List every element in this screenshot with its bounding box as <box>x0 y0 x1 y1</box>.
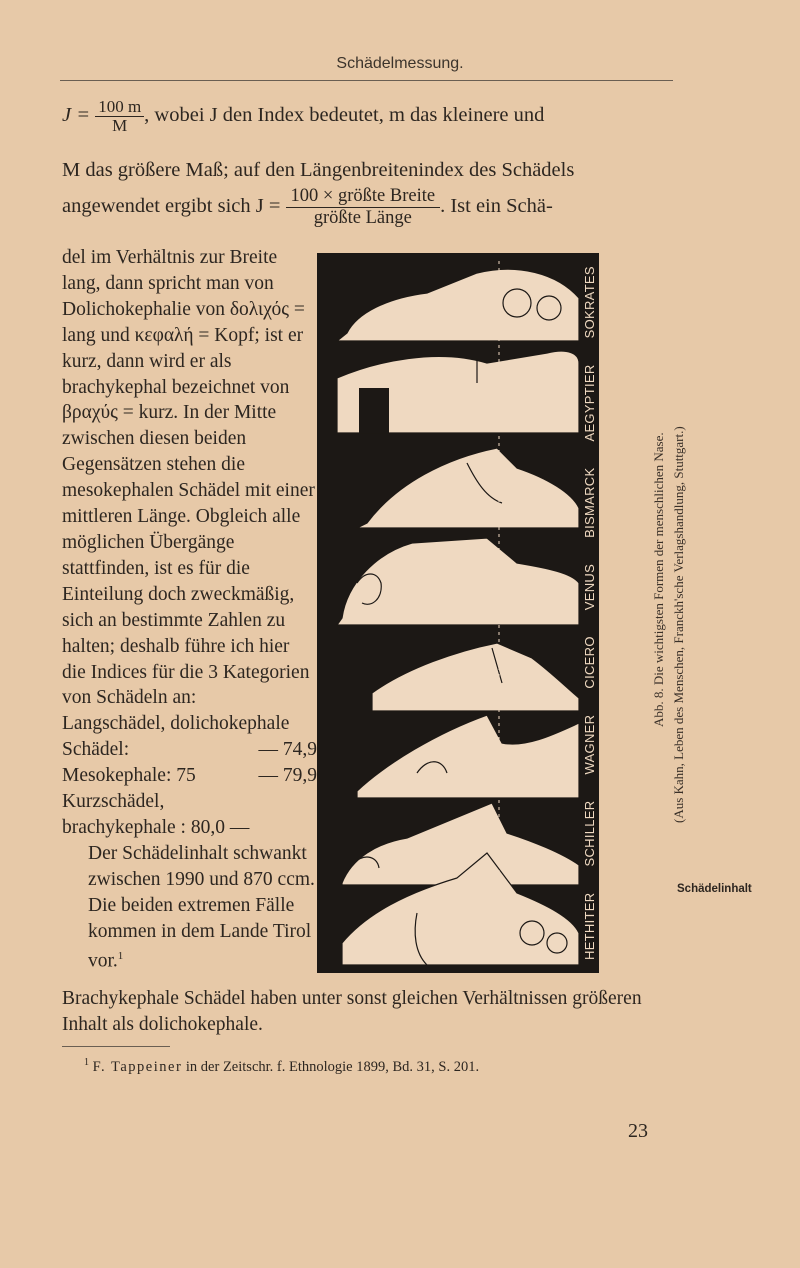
category-mesocephalic: Mesokephale: 75 — 79,9 <box>62 765 317 787</box>
profile-cicero <box>372 643 579 711</box>
footnote-rule <box>62 1046 170 1047</box>
label-cicero: CICERO <box>581 636 597 689</box>
column-paragraph-1: del im Verhältnis zur Breite lang, dann spricht man von Dolichokephalie von δολιχός = lang und κεφαλή = Kopf; ist er kurz, dann wird er als brachykephal bezeichnet von βραχύς = kurz. In der Mitte zwischen diesen beiden Gegensätzen stehen die mesokephalen Schädel mit einer mittleren Länge. Obgleich alle möglichen Übergänge stattfinden, ist es für die Einteilung doch zweckmäßig, sich an bestimmte Zahlen zu halten; deshalb führe ich hier die Indices für die 3 Kategorien von Schädeln an: <box>62 247 315 709</box>
formula1-fraction <box>95 98 144 135</box>
formula-line-2 <box>62 186 553 229</box>
header-rule <box>60 80 673 81</box>
figure-caption-line-2: (Aus Kahn, Leben des Menschen, Franckh'sche Verlagshandlung, Stuttgart.) <box>671 426 686 823</box>
profile-venus <box>337 538 579 625</box>
formula2-denominator: größte Länge <box>286 207 441 229</box>
footnote: $^1$ F. Tappeiner in der Zeitschr. f. Ethnologie 1899, Bd. 31, S. 201. <box>84 1057 480 1075</box>
label-sokrates: SOKRATES <box>581 266 597 339</box>
figure-caption-line-1: Abb. 8. Die wichtigsten Formen der menschlichen Nase. <box>651 432 666 727</box>
profile-wagner <box>357 715 579 798</box>
label-schiller: SCHILLER <box>581 800 597 867</box>
footnote-author: F. Tappeiner <box>92 1058 183 1075</box>
text-column <box>62 245 317 975</box>
formula2-after: . Ist ein Schä- <box>440 195 553 218</box>
nose-profiles-image <box>317 253 599 973</box>
profile-sokrates <box>337 269 579 341</box>
running-header: Schädelmessung. <box>336 55 464 72</box>
formula1-after: , wobei J den Index bedeutet, m das kleinere und <box>144 104 545 127</box>
nose-forms-figure <box>317 253 599 973</box>
label-venus: VENUS <box>581 563 597 611</box>
profile-schiller <box>342 803 579 885</box>
formula1-denominator: M <box>95 116 144 135</box>
formula1-numerator: 100 m <box>98 97 142 116</box>
category-brachycephalic: Kurzschädel, brachykephale : 80,0 — <box>62 791 250 838</box>
label-hethiter: HETHITER <box>581 892 597 960</box>
label-bismarck: BISMARCK <box>581 467 597 538</box>
marginal-note: Schädelinhalt <box>677 883 752 895</box>
text-line-2: M das größere Maß; auf den Längenbreitenindex des Schädels <box>62 159 575 181</box>
page-number: 23 <box>628 1120 648 1142</box>
figure-label-strip <box>579 253 599 973</box>
label-aegyptier: AEGYPTIER <box>581 364 597 442</box>
label-wagner: WAGNER <box>581 714 597 775</box>
profile-bismarck <box>357 448 579 528</box>
formula-line-1 <box>62 98 544 135</box>
formula2-fraction <box>286 186 441 229</box>
category-dolichocephalic: Langschädel, dolichokephale Schädel: — 74,9 <box>62 713 317 761</box>
formula2-numerator: 100 × größte Breite <box>290 186 436 206</box>
formula2-before: angewendet ergibt sich J = <box>62 195 281 218</box>
text-paragraph-full: Brachykephale Schädel haben unter sonst gleichen Verhältnissen größeren Inhalt als dolichokephale. <box>62 988 642 1035</box>
footnote-text: in der Zeitschr. f. Ethnologie 1899, Bd. 31, S. 201. <box>182 1058 480 1075</box>
formula1-lhs: J = <box>62 104 91 127</box>
column-paragraph-2: Der Schädelinhalt schwankt zwischen 1990 und 870 ccm. Die beiden extremen Fälle kommen in dem Lande Tirol vor.$^1$ <box>88 842 315 972</box>
